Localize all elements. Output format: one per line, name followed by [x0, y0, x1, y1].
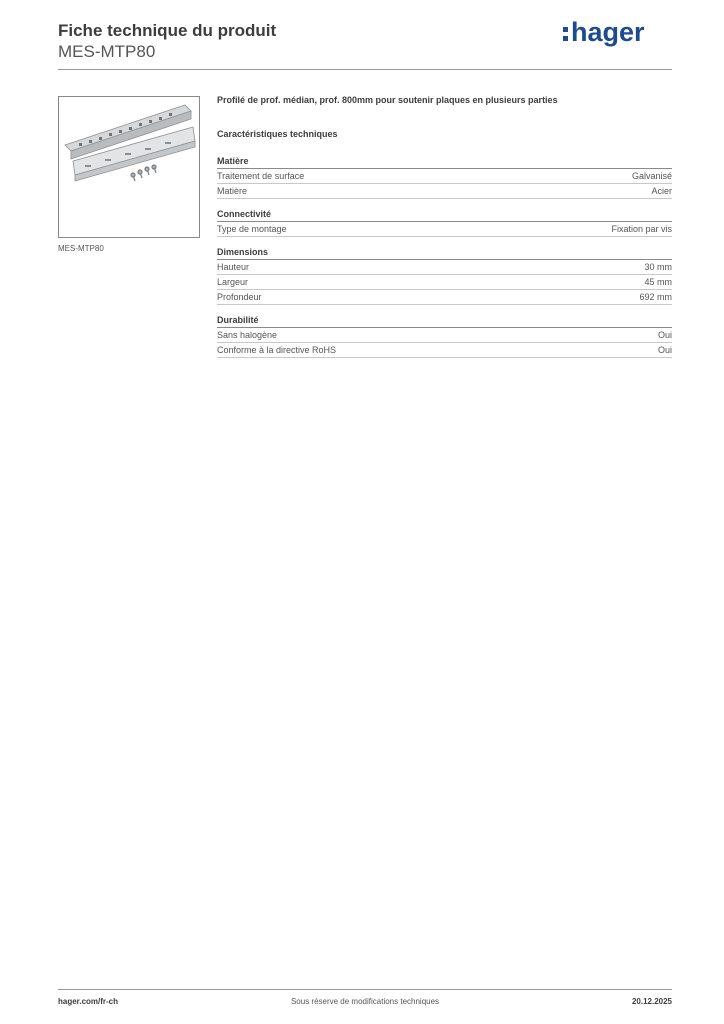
page-footer [58, 997, 672, 1011]
spec-label: Profondeur [217, 292, 262, 302]
spec-row [217, 169, 672, 184]
footer-website-link[interactable]: hager.com/fr-ch [58, 997, 119, 1006]
image-caption: MES-MTP80 [58, 244, 104, 253]
spec-row [217, 260, 672, 275]
product-image [58, 96, 200, 238]
product-reference: MES-MTP80 [58, 42, 156, 61]
spec-label: Type de montage [217, 224, 287, 234]
product-description: Profilé de prof. médian, prof. 800mm pour soutenir plaques en plusieurs parties [217, 95, 558, 105]
spec-group-title: Durabilité [217, 315, 672, 328]
spec-row [217, 290, 672, 305]
spec-group-title: Matière [217, 156, 672, 169]
spec-label: Matière [217, 186, 248, 196]
header-divider [58, 69, 672, 70]
footer-divider [58, 989, 672, 990]
spec-label: Sans halogène [217, 330, 278, 340]
spec-value: 692 mm [639, 292, 672, 302]
spec-value: 45 mm [644, 277, 672, 287]
product-details [217, 95, 672, 368]
spec-group-dimensions [217, 247, 672, 305]
spec-row [217, 275, 672, 290]
document-title: Fiche technique du produit [58, 21, 277, 40]
spec-value: Fixation par vis [611, 224, 672, 234]
characteristics-heading: Caractéristiques techniques [217, 129, 338, 139]
spec-row [217, 328, 672, 343]
page-header [58, 17, 672, 62]
spec-value: 30 mm [644, 262, 672, 272]
spec-label: Largeur [217, 277, 249, 287]
spec-group-material [217, 156, 672, 199]
spec-group-connectivity [217, 209, 672, 237]
spec-label: Hauteur [217, 262, 250, 272]
spec-value: Acier [651, 186, 672, 196]
spec-value: Galvanisé [631, 171, 672, 181]
spec-group-title: Dimensions [217, 247, 672, 260]
footer-date: 20.12.2025 [631, 997, 672, 1006]
spec-group-title: Connectivité [217, 209, 672, 222]
spec-row [217, 184, 672, 199]
logo-wordmark: hager [571, 17, 645, 47]
spec-label: Conforme à la directive RoHS [217, 345, 337, 355]
mounting-rail-kit-image [59, 97, 199, 237]
spec-label: Traitement de surface [217, 171, 305, 181]
footer-disclaimer: Sous réserve de modifications techniques [290, 997, 440, 1006]
spec-value: Oui [657, 330, 672, 340]
spec-row [217, 222, 672, 237]
spec-row [217, 343, 672, 358]
spec-value: Oui [657, 345, 672, 355]
hager-logo [562, 16, 672, 50]
spec-group-durability [217, 315, 672, 358]
